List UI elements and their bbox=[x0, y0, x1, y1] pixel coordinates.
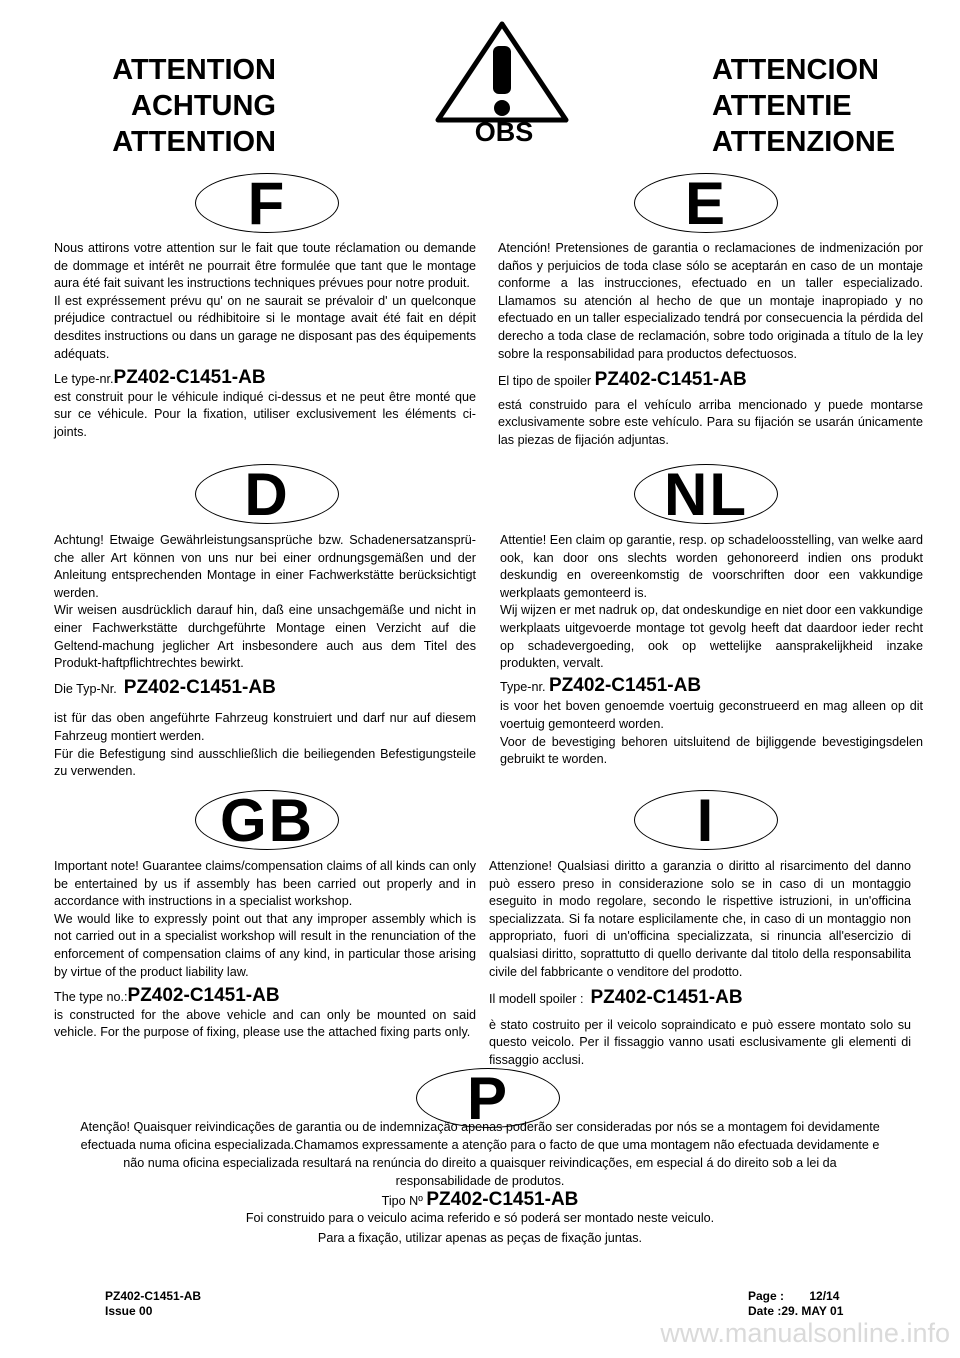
section-it bbox=[489, 858, 911, 1070]
type-number: PZ402-C1451-AB bbox=[549, 674, 702, 696]
footer-right bbox=[748, 1289, 888, 1319]
type-line bbox=[500, 674, 923, 697]
header-left-line-1: ATTENTION bbox=[112, 54, 276, 86]
language-badge-nl: NL bbox=[634, 464, 778, 524]
header-left-line-2: ACHTUNG bbox=[131, 90, 276, 122]
type-number: PZ402-C1451-AB bbox=[590, 987, 743, 1009]
language-badge-f: F bbox=[195, 173, 339, 233]
paragraph: is voor het boven genoemde voertuig geconstrueerd en mag alleen op dit voertuig gemonteerd worden. bbox=[500, 699, 923, 731]
type-number: PZ402-C1451-AB bbox=[123, 676, 276, 698]
language-badge-i: I bbox=[634, 790, 778, 850]
paragraph: Voor de bevestiging behoren uitsluitend de bijliggende bevestigingsdelen gebruikt te worden. bbox=[500, 734, 923, 767]
section-gb bbox=[54, 858, 476, 1042]
header-left bbox=[100, 52, 276, 160]
paragraph: We would like to expressly point out that any improper assembly which is not carried out in a specialist workshop will result in the renunciation of the enforcement of compensation claims of any kind, in particular those arising by virtue of the product liability law. bbox=[54, 911, 476, 979]
header-right-line-3: ATTENZIONE bbox=[712, 126, 896, 158]
text-line: efectuada numa oficina especializada.Chamamos expressamente a atenção para o facto de que uma montagem não efectuada devidamente e bbox=[80, 1138, 880, 1152]
paragraph: est construit pour le véhicule indiqué ci-dessus et ne peut être monté que sur ce véhicule. Pour la fixation, utiliser exclusivement les éléments ci-joints. bbox=[54, 389, 476, 439]
language-badge-d: D bbox=[195, 464, 339, 524]
footer-page-value: 12/14 bbox=[809, 1289, 840, 1303]
footer-date: Date :29. MAY 01 bbox=[748, 1304, 844, 1318]
pt-after bbox=[40, 1208, 920, 1248]
paragraph: Für die Befestigung sind ausschließlich die beiliegenden Befestigungsteile zu verwenden. bbox=[54, 746, 476, 779]
paragraph: is constructed for the above vehicle and can only be mounted on said vehicle. For the purpose of fixing, please use the attached fixing parts only. bbox=[54, 1007, 476, 1040]
footer-page-label: Page : bbox=[748, 1289, 785, 1303]
type-line bbox=[54, 987, 476, 1007]
section-fr bbox=[54, 240, 476, 442]
type-number: PZ402-C1451-AB bbox=[113, 367, 266, 389]
type-label: The type no.: bbox=[54, 990, 128, 1005]
type-number: PZ402-C1451-AB bbox=[127, 985, 280, 1007]
type-label: El tipo de spoiler bbox=[498, 374, 592, 389]
type-line bbox=[489, 989, 911, 1009]
warning-icon bbox=[432, 18, 572, 124]
type-label: Type-nr. bbox=[500, 679, 546, 694]
paragraph: Wij wijzen er met nadruk op, dat ondeskundige en niet door een vakkundige werkplaats uitgevoerde montage tot gevolg heeft dat daardoor ieder recht op schadevergoeding, ook op wettelijke aansprakelijkheid inzake produkten, vervalt. bbox=[500, 603, 923, 671]
text-line: Atenção! Quaisquer reivindicações de garantia ou de indemnização apenas poderão ser consideradas por nós se a montagem foi devidamente bbox=[80, 1120, 880, 1134]
paragraph: ist für das oben angeführte Fahrzeug konstruiert und darf nur auf diesem Fahrzeug montiert werden. bbox=[54, 711, 476, 743]
section-es bbox=[498, 240, 923, 450]
text-line: Foi construido para o veiculo acima referido e só poderá ser montado neste veiculo. bbox=[245, 1211, 715, 1225]
text-line: responsabilidade de produtos. bbox=[395, 1174, 565, 1188]
paragraph: è stato costruito per il veicolo sopraindicato e può essere montato solo su questo veicolo. Per il fissaggio vanno usati esclusivamente gli elementi di fissaggio acclusi. bbox=[489, 1017, 911, 1067]
type-line bbox=[498, 371, 923, 391]
type-label: Il modell spoiler : bbox=[489, 992, 584, 1007]
paragraph: Important note! Guarantee claims/compensation claims of all kinds can only be entertained by us if assembly has been carried out properly and in accordance with instructions in a specialist workshop. bbox=[54, 859, 476, 909]
paragraph: Il est expréssement prévu qu' on ne saurait se prévaloir d' un quelconque préjudice contractuel ou rédhibitoire si le montage avait été fait en dépit desdites instructions ou dans un garage ne disposant pas des équipements adéquats. bbox=[54, 293, 476, 361]
language-badge-gb: GB bbox=[195, 790, 339, 850]
paragraph: está construido para el vehículo arriba mencionado y puede montarse exclusivamente sobre este vehículo. Para su fijación se usarán únicamente las piezas de fijación adjuntas. bbox=[498, 397, 923, 447]
paragraph: Achtung! Etwaige Gewährleistungsansprüche bzw. Schadenersatzansprü-che aller Art können von uns nur bei einer ordnungsgemäßen und der Anleitung entsprechenden Montage in einer Fachwerkstätte berücksichtigt werden. bbox=[54, 533, 476, 600]
type-label: Die Typ-Nr. bbox=[54, 681, 117, 696]
language-badge-e: E bbox=[634, 173, 778, 233]
footer-page bbox=[748, 1289, 888, 1304]
paragraph: Wir weisen ausdrücklich darauf hin, daß eine unsachgemäße und nicht in einer Fachwerkstätte durchgeführte Montage einen Verzicht auf die Geltend-machung jeglicher Art insbesondere auch aus dem Titel des Produkt-haftpflichtrechtes bewirkt. bbox=[54, 603, 476, 671]
watermark: www.manualsonline.info bbox=[660, 1318, 950, 1348]
type-label: Le type-nr. bbox=[54, 372, 114, 387]
type-line bbox=[54, 369, 476, 389]
paragraph: Nous attirons votre attention sur le fait que toute réclamation ou demande de dommage et intérêt ne pourrait être formulée que tant que le montage aura été fait suivant les instructions techniques prévues pour notre produit. bbox=[54, 241, 476, 291]
paragraph: Atención! Pretensiones de garantia o reclamaciones de indmenización por daños y perjuicios de toda clase sólo se aceptarán en caso de un montaje conforme a las instrucciones, efectuado en un taller especializado. Llamamos su atención al hecho de que un montaje inapropiado y no efectuado en un taller especializado tendrá por consecuencia la pérdida del derecho a toda clase de reclamación, sobre todo originada a título de la ley sobre la responsabilidad para productos defectuosos. bbox=[498, 241, 923, 361]
type-number: PZ402-C1451-AB bbox=[594, 369, 747, 391]
section-pt bbox=[40, 1118, 920, 1190]
language-badge-p: P bbox=[416, 1068, 560, 1128]
section-nl bbox=[500, 532, 923, 769]
text-line: não numa oficina especializada resultará na renúncia do direito a quaisquer reivindicações, em especial á do direito sob a lei da bbox=[123, 1156, 837, 1170]
obs-label: OBS bbox=[474, 117, 534, 147]
type-label: Tipo Nº bbox=[381, 1194, 423, 1208]
header-left-line-3: ATTENTION bbox=[112, 126, 276, 158]
header-right bbox=[712, 52, 932, 160]
section-de bbox=[54, 532, 476, 781]
paragraph: Attenzione! Qualsiasi diritto a garanzia o diritto al risarcimento del danno può essero preso in considerazione solo se in caso di un montaggio eseguito in modo regolare, secondo le rispettive istruzioni, in un'officina specializzata. Si fa notare esplicilamente che, in caso di un montaggio non appropriato, fuori di un'officina specializzata, si rinuncia all'esercizio di qualsiasi diritto, soprattutto di quello derivante dal titolo della responsabilita civile del fabbricante o venditore del prodotto. bbox=[489, 859, 911, 979]
header-right-line-1: ATTENCION bbox=[712, 54, 880, 86]
text-line: Para a fixação, utilizar apenas as peças de fixação juntas. bbox=[317, 1231, 643, 1245]
type-number: PZ402-C1451-AB bbox=[426, 1189, 579, 1210]
type-line bbox=[54, 676, 476, 699]
footer-left bbox=[105, 1289, 201, 1319]
paragraph: Attentie! Een claim op garantie, resp. op schadeloosstelling, van welke aard ook, kan door ons slechts worden gehonoreerd indien ons produkt deskundig en overeenkomstig de voorschriften door een vakkundige werkplaats gemonteerd is. bbox=[500, 533, 923, 600]
footer-doc-id: PZ402-C1451-AB bbox=[105, 1289, 202, 1303]
footer-issue: Issue 00 bbox=[105, 1304, 153, 1318]
header-right-line-2: ATTENTIE bbox=[712, 90, 852, 122]
